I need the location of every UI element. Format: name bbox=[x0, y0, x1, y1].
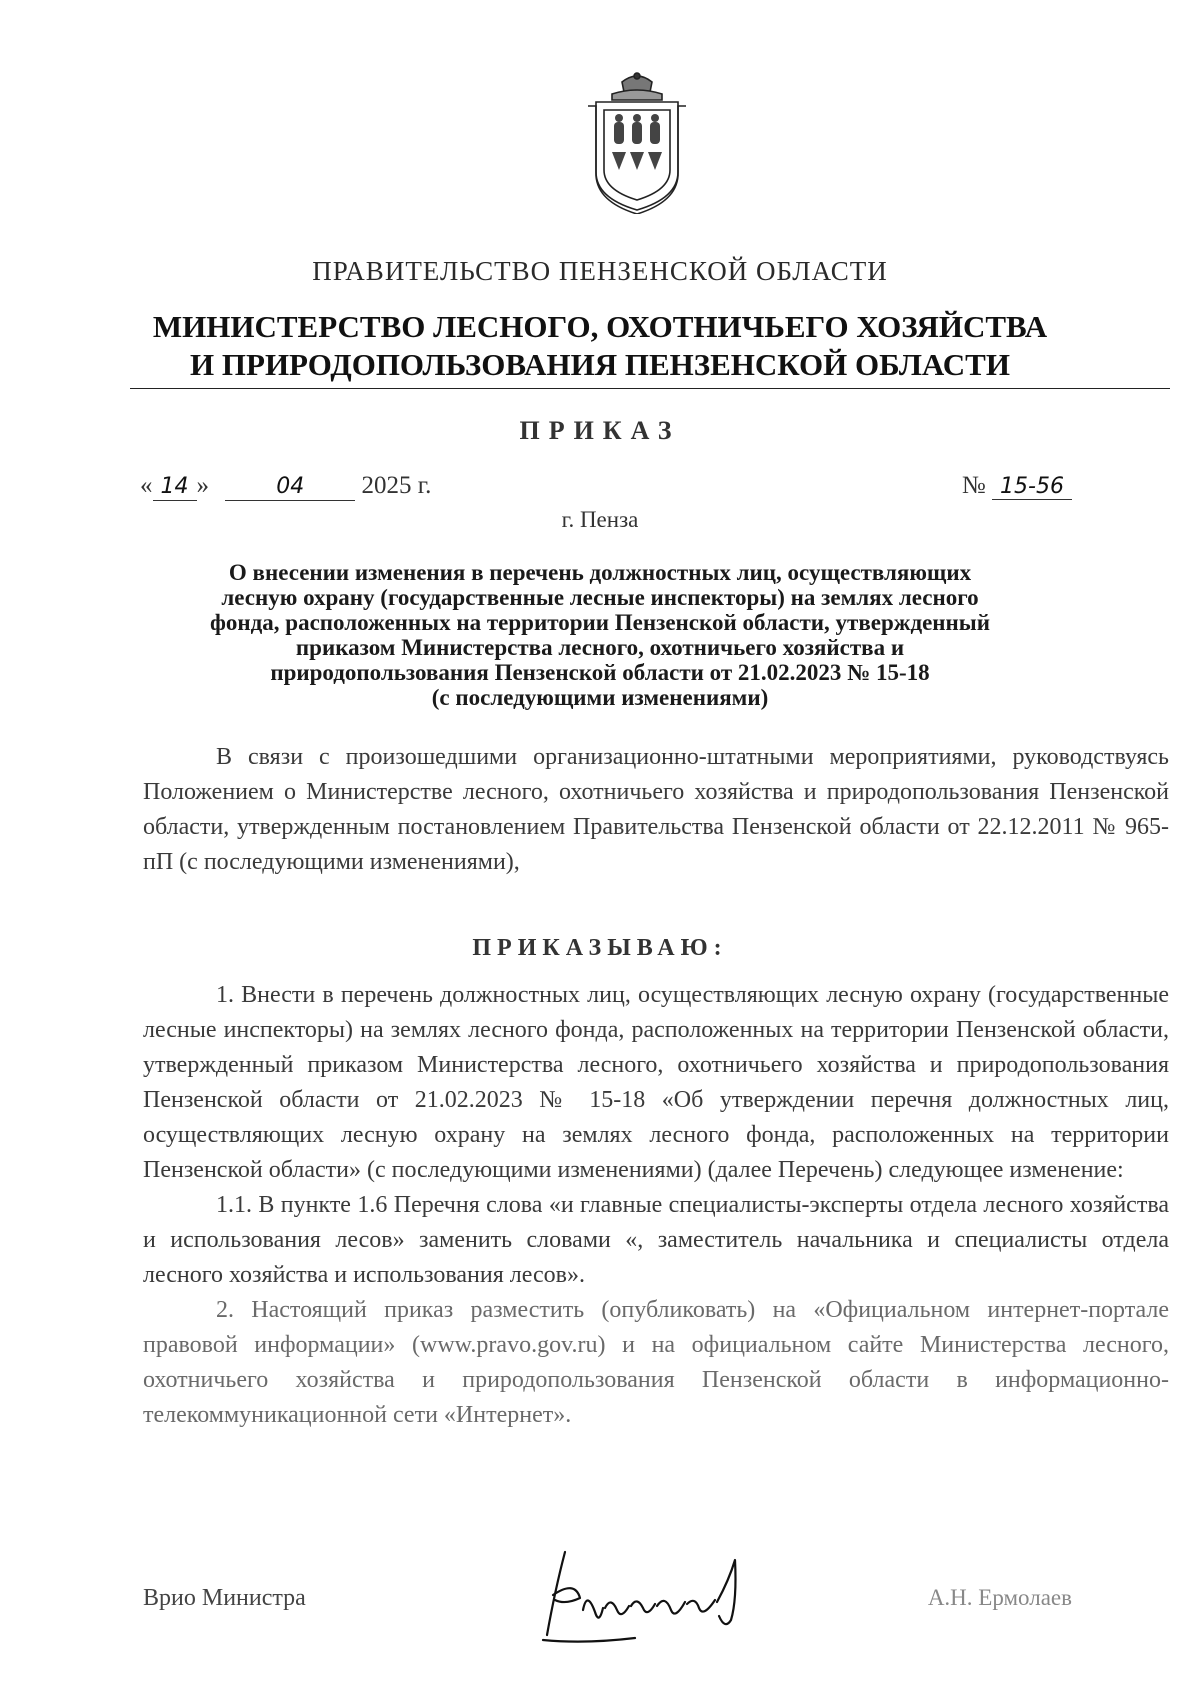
government-name: ПРАВИТЕЛЬСТВО ПЕНЗЕНСКОЙ ОБЛАСТИ bbox=[312, 256, 888, 286]
signatory-position: Врио Министра bbox=[143, 1585, 306, 1611]
order-number-label: № bbox=[961, 472, 986, 499]
order-items bbox=[143, 978, 1169, 1433]
quote-open: « bbox=[140, 472, 153, 499]
signatory-name: А.Н. Ермолаев bbox=[927, 1585, 1072, 1610]
heading-line: О внесении изменения в перечень должностных лиц, осуществляющих bbox=[228, 560, 972, 585]
handwritten-signature bbox=[525, 1540, 795, 1650]
order-heading bbox=[150, 560, 1050, 710]
ministry-name bbox=[0, 308, 1200, 384]
orders-word: ПРИКАЗЫВАЮ: bbox=[472, 935, 728, 961]
item-1-1: 1.1. В пункте 1.6 Перечня слова «и главные специалисты-эксперты отдела лесного хозяйства и использования лесов» заменить словами «, заместитель начальника и специалисты отдела лесного хозяйства и использования лесов». bbox=[143, 1192, 1169, 1288]
header-divider bbox=[130, 388, 1170, 389]
item-2: 2. Настоящий приказ разместить (опубликовать) на «Официальном интернет-портале правовой информации» (www.pravo.gov.ru) и на официальном сайте Министерства лесного, охотничьего хозяйства и природопользования Пензенской области в информационно-телекоммуникационной сети «Интернет». bbox=[143, 1297, 1169, 1428]
heading-line: фонда, расположенных на территории Пензенской области, утвержденный bbox=[209, 610, 990, 635]
preamble bbox=[143, 740, 1169, 880]
item-1: 1. Внести в перечень должностных лиц, осуществляющих лесную охрану (государственные лесные инспекторы) на землях лесного фонда, расположенных на территории Пензенской области, утвержденный приказом Министерства лесного, охотничьего хозяйства и природопользования Пензенской области от 21.02.2023 № 15-18 «Об утверждении перечня должностных лиц, осуществляющих лесную охрану на землях лесного фонда, расположенных на территории Пензенской области» (с последующими изменениями) (далее Перечень) следующее изменение: bbox=[143, 982, 1169, 1183]
order-number bbox=[962, 472, 1072, 500]
order-number-value: 15-56 bbox=[992, 474, 1072, 500]
penza-region-coat-of-arms-icon bbox=[582, 72, 692, 214]
quote-close: » bbox=[196, 472, 209, 499]
order-year: 2025 г. bbox=[361, 472, 432, 499]
city: г. Пенза bbox=[561, 507, 639, 532]
heading-line: (с последующими изменениями) bbox=[431, 685, 769, 710]
preamble-text: В связи с произошедшими организационно-штатными мероприятиями, руководствуясь Положением о Министерстве лесного, охотничьего хозяйства и природопользования Пензенской области, утвержденным постановлением Правительства Пензенской области от 22.12.2011 № 965-пП (с последующими изменениями), bbox=[143, 744, 1169, 875]
ministry-name-line-1: МИНИСТЕРСТВО ЛЕСНОГО, ОХОТНИЧЬЕГО ХОЗЯЙСТВА bbox=[152, 309, 1048, 344]
heading-line: приказом Министерства лесного, охотничьего хозяйства и bbox=[295, 635, 905, 660]
order-day: 14 bbox=[153, 474, 197, 501]
order-title: ПРИКАЗ bbox=[519, 416, 681, 445]
order-date bbox=[140, 472, 431, 501]
heading-line: природопользования Пензенской области от 21.02.2023 № 15-18 bbox=[270, 660, 930, 685]
order-month: 04 bbox=[225, 474, 355, 501]
heading-line: лесную охрану (государственные лесные инспекторы) на землях лесного bbox=[221, 585, 979, 610]
ministry-name-line-2: И ПРИРОДОПОЛЬЗОВАНИЯ ПЕНЗЕНСКОЙ ОБЛАСТИ bbox=[190, 347, 1010, 382]
